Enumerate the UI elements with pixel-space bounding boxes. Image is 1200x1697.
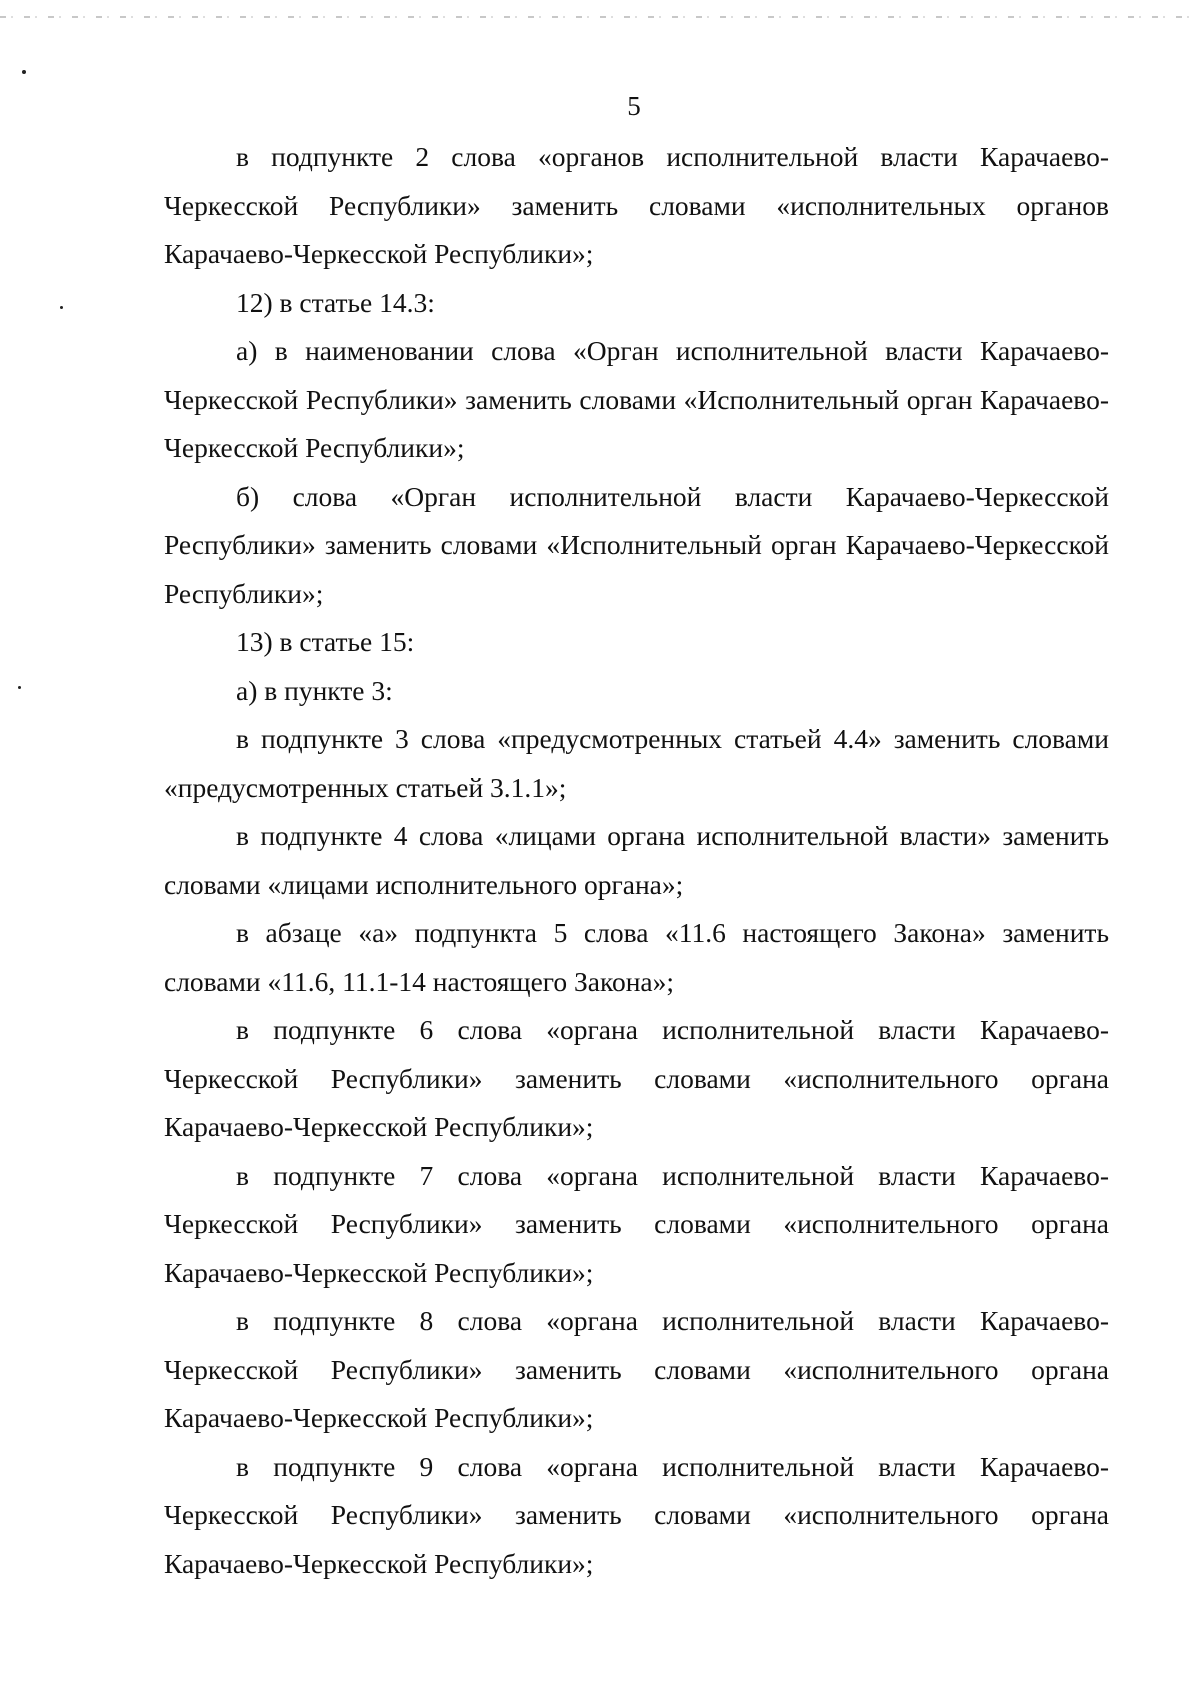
paragraph: а) в наименовании слова «Орган исполнительной власти Карачаево-Черкесской Республики» заменить словами «Исполнительный орган Карачаево-Черкесской Республики»; (164, 335, 1109, 463)
paragraph: в подпункте 6 слова «органа исполнительной власти Карачаево-Черкесской Республики» заменить словами «исполнительного органа Карачаево-Черкесской Республики»; (164, 1014, 1109, 1142)
scan-top-edge (0, 16, 1200, 18)
paragraph: 12) в статье 14.3: (236, 286, 435, 318)
paragraph: в подпункте 8 слова «органа исполнительной власти Карачаево-Черкесской Республики» заменить словами «исполнительного органа Карачаево-Черкесской Республики»; (164, 1305, 1109, 1433)
paragraph: б) слова «Орган исполнительной власти Карачаево-Черкесской Республики» заменить словами «Исполнительный орган Карачаево-Черкесской Республики»; (164, 480, 1109, 609)
page-number: 5 (627, 91, 641, 121)
document-body (164, 133, 1109, 1588)
scan-speck (60, 306, 63, 309)
paragraph: в абзаце «а» подпункта 5 слова «11.6 настоящего Закона» заменить словами «11.6, 11.1-14 настоящего Закона»; (164, 917, 1109, 997)
paragraph: 13) в статье 15: (236, 626, 415, 657)
paragraph: в подпункте 9 слова «органа исполнительной власти Карачаево-Черкесской Республики» заменить словами «исполнительного органа Карачаево-Черкесской Республики»; (164, 1450, 1109, 1579)
paragraph: в подпункте 7 слова «органа исполнительной власти Карачаево-Черкесской Республики» заменить словами «исполнительного органа Карачаево-Черкесской Республики»; (164, 1159, 1109, 1288)
paragraph: в подпункте 4 слова «лицами органа исполнительной власти» заменить словами «лицами исполнительного органа»; (164, 820, 1109, 900)
paragraph: в подпункте 2 слова «органов исполнительной власти Карачаево-Черкесской Республики» заменить словами «исполнительных органов Карачаево-Черкесской Республики»; (164, 141, 1109, 269)
scan-speck (22, 70, 26, 74)
scan-speck (18, 686, 21, 689)
paragraph: а) в пункте 3: (236, 674, 393, 706)
paragraph: в подпункте 3 слова «предусмотренных статьей 4.4» заменить словами «предусмотренных статьей 3.1.1»; (164, 723, 1109, 803)
